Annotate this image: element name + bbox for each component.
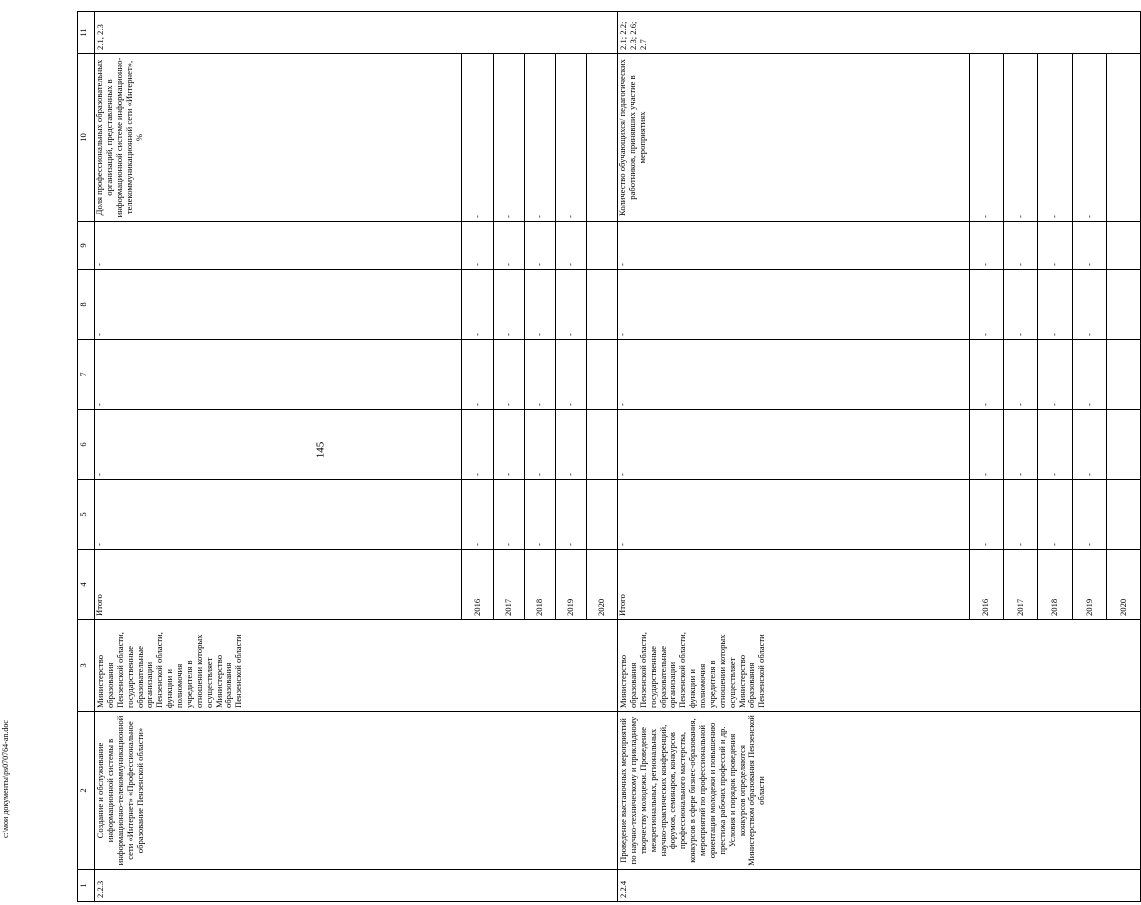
col5-cell [618, 480, 1141, 550]
value: - [618, 410, 969, 479]
year-label: 2017 [1004, 550, 1038, 619]
row-number: 2.2.3 [95, 870, 618, 902]
value: - [524, 270, 555, 339]
value: - [493, 340, 524, 409]
value: - [969, 340, 1003, 409]
col-header-6: 6 [78, 410, 95, 480]
value: - [493, 480, 524, 549]
value: - [556, 270, 587, 339]
col-header-7: 7 [78, 340, 95, 410]
col7-cell [618, 340, 1141, 410]
col-header-2: 2 [78, 712, 95, 870]
years-cell [618, 550, 1141, 620]
target-indicator-ref: 2.1; 2.2; 2.3; 2.6; 2.7 [618, 12, 1141, 54]
value: - [95, 480, 462, 549]
value [1107, 340, 1140, 409]
value: - [524, 480, 555, 549]
value: - [1072, 480, 1106, 549]
value: - [1072, 270, 1106, 339]
value: - [1004, 270, 1038, 339]
page-number: 145 [314, 441, 327, 459]
value: - [618, 270, 969, 339]
value [587, 222, 617, 269]
value: - [95, 410, 462, 479]
value: - [524, 340, 555, 409]
activity-name: Создание и обслуживание информационной системы в информационно-телекоммуникационной сети «Интернет» «Профессиональное образование Пензенской области» [95, 712, 618, 870]
value: - [462, 480, 493, 549]
value [587, 54, 617, 221]
year-label: 2018 [524, 550, 555, 619]
value: - [95, 270, 462, 339]
col-header-10: 10 [78, 54, 95, 222]
col-header-5: 5 [78, 480, 95, 550]
year-label: 2018 [1038, 550, 1072, 619]
value: - [1072, 340, 1106, 409]
years-cell [95, 550, 618, 620]
col-header-11: 11 [78, 12, 95, 54]
value: - [462, 222, 493, 269]
col8-cell [618, 270, 1141, 340]
indicator-name: Доля профессиональных образовательных организаций, представленных в информационной системе информационно-телекоммуникационной сети «Интернет», % [95, 54, 462, 221]
value: - [1004, 54, 1038, 221]
year-label: 2019 [1072, 550, 1106, 619]
activity-name: Проведение выставочных мероприятий по научно-техническому и прикладному творчеству молодежи. Проведение межрегиональных, региональных научно-практических конференций, форумов, семинаров, конкурсов профессионального мастерства, конкурсов в сфере бизнес-образования, мероприятий по профессиональной ориентации молодежи и повышению престижа рабочих профессий и др. Условия и порядок проведения конкурсов определяются Министерством образования Пензенской области [618, 712, 1141, 870]
value: - [1004, 222, 1038, 269]
value [587, 410, 617, 479]
col9-cell [618, 222, 1141, 270]
value [587, 480, 617, 549]
value: - [556, 410, 587, 479]
value: - [969, 54, 1003, 221]
program-table-rotated [77, 12, 1128, 902]
value: - [524, 222, 555, 269]
col8-cell [95, 270, 618, 340]
value: - [1038, 270, 1072, 339]
value: - [95, 222, 462, 269]
value: - [1038, 340, 1072, 409]
value: - [969, 410, 1003, 479]
table-row [618, 12, 1141, 902]
value [587, 340, 617, 409]
value: - [1038, 480, 1072, 549]
value: - [1004, 340, 1038, 409]
value [1107, 410, 1140, 479]
year-label: 2020 [596, 598, 607, 616]
value: - [1038, 410, 1072, 479]
value: - [618, 340, 969, 409]
value: - [618, 480, 969, 549]
value: - [462, 340, 493, 409]
value: - [1072, 54, 1106, 221]
col-header-8: 8 [78, 270, 95, 340]
year-label: 2016 [969, 550, 1003, 619]
col-header-1: 1 [78, 870, 95, 902]
value: - [556, 222, 587, 269]
value: - [462, 270, 493, 339]
footer-file-path: c:\мои документы\ps070764-an.doc [1, 720, 10, 838]
year-label: 2019 [556, 550, 587, 619]
value: - [969, 480, 1003, 549]
year-label: 2020 [1117, 598, 1128, 616]
value: - [95, 340, 462, 409]
value: - [1072, 410, 1106, 479]
value: - [1038, 54, 1072, 221]
value [1107, 270, 1140, 339]
value: - [524, 410, 555, 479]
year-label: 2016 [462, 550, 493, 619]
value: - [556, 54, 587, 221]
value: - [462, 54, 493, 221]
executor: Министерство образования Пензенской области, государственные образовательные организации Пензенской области, функции и полномочия учредителя в отношении которых осуществляет Министерство образования Пензенской области [618, 620, 1141, 712]
year-label: Итого [618, 550, 969, 619]
value: - [493, 222, 524, 269]
value: - [462, 410, 493, 479]
value: - [524, 54, 555, 221]
value: - [1038, 222, 1072, 269]
indicator-cell [618, 54, 1141, 222]
value [1107, 54, 1140, 221]
row-number: 2.2.4 [618, 870, 1141, 902]
header-row [78, 12, 95, 902]
value: - [493, 410, 524, 479]
value: - [1004, 410, 1038, 479]
col6-cell [95, 410, 618, 480]
col9-cell [95, 222, 618, 270]
col-header-9: 9 [78, 222, 95, 270]
col6-cell [618, 410, 1141, 480]
year-label: 2017 [493, 550, 524, 619]
col7-cell [95, 340, 618, 410]
indicator-name: Количество обучающихся/ педагогических работников, принявших участие в мероприятиях [618, 54, 969, 221]
value [587, 270, 617, 339]
value: - [1004, 480, 1038, 549]
value: - [556, 340, 587, 409]
col-header-3: 3 [78, 620, 95, 712]
target-indicator-ref: 2.1, 2.3 [95, 12, 618, 54]
value: - [969, 222, 1003, 269]
col-header-4: 4 [78, 550, 95, 620]
indicator-cell [95, 54, 618, 222]
executor: Министерство образования Пензенской области, государственные образовательные организации Пензенской области, функции и полномочия учредителя в отношении которых осуществляет Министерство образования Пензенской области [95, 620, 618, 712]
value: - [969, 270, 1003, 339]
value [1107, 222, 1140, 269]
value: - [493, 54, 524, 221]
program-table [77, 11, 1141, 902]
year-label: Итого [95, 550, 462, 619]
value: - [556, 480, 587, 549]
value [1107, 480, 1140, 549]
col5-cell [95, 480, 618, 550]
table-row [95, 12, 618, 902]
value: - [1072, 222, 1106, 269]
value: - [618, 222, 969, 269]
value: - [493, 270, 524, 339]
